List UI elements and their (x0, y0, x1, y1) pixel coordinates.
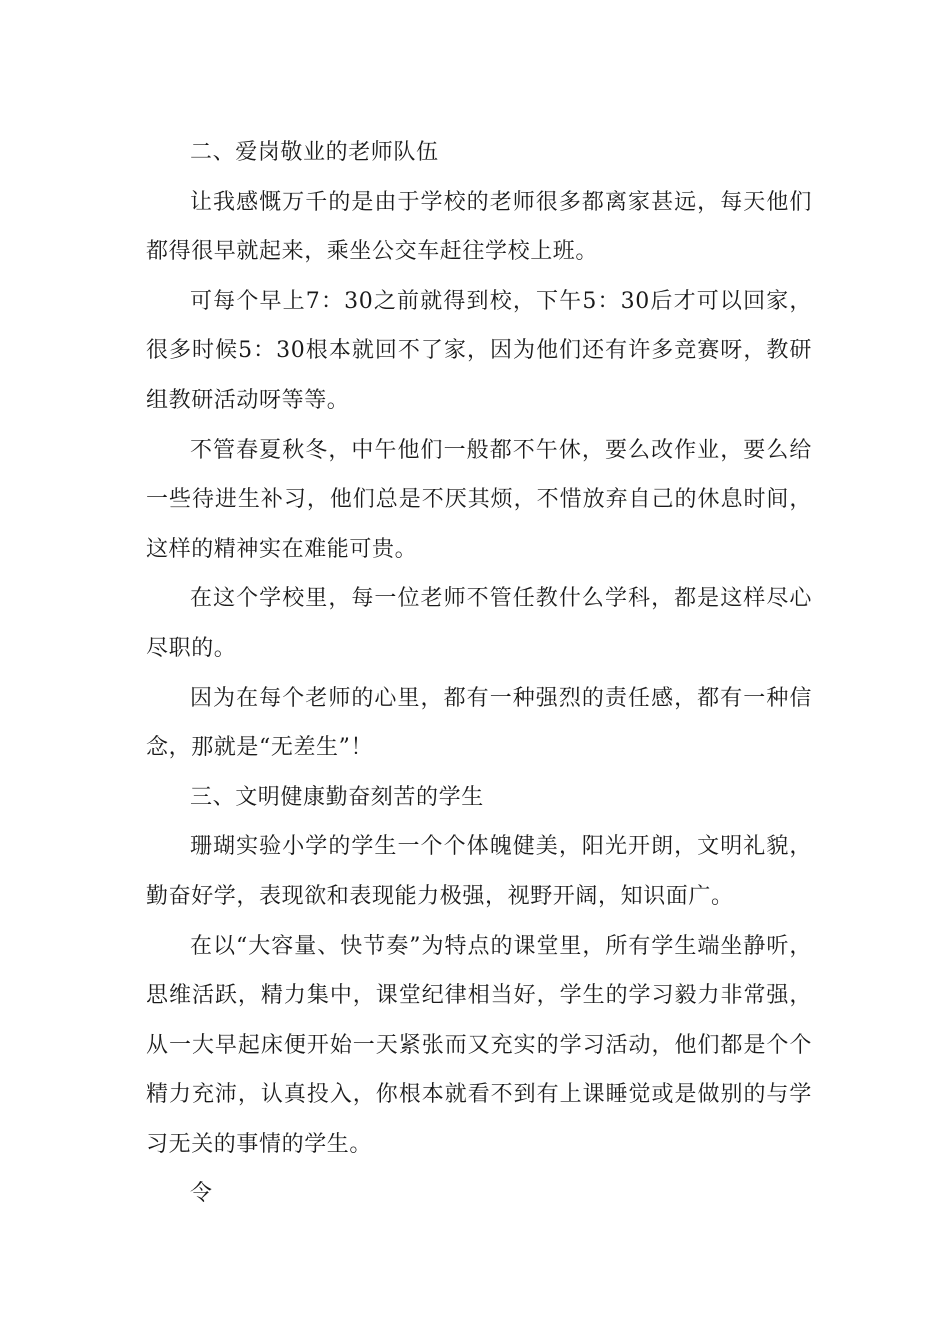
document-body (146, 128, 812, 1219)
paragraph: 因为在每个老师的心里，都有一种强烈的责任感，都有一种信念，那就是“无差生”！ (146, 685, 812, 761)
section-heading-teachers: 二、爱岗敬业的老师队伍 (190, 140, 439, 165)
paragraph: 可每个早上7：30之前就得到校，下午5：30后才可以回家，很多时候5：30根本就回不了家，因为他们还有许多竞赛呀，教研组教研活动呀等等。 (146, 288, 812, 413)
paragraph: 令 (190, 1181, 213, 1207)
paragraph: 不管春夏秋冬，中午他们一般都不午休，要么改作业，要么给一些待进生补习，他们总是不厌其烦，不惜放弃自己的休息时间，这样的精神实在难能可贵。 (146, 437, 812, 562)
paragraph: 在以“大容量、快节奏”为特点的课堂里，所有学生端坐静听，思维活跃，精力集中，课堂纪律相当好，学生的学习毅力非常强，从一大早起床便开始一天紧张而又充实的学习活动，他们都是个个精力充沛，认真投入，你根本就看不到有上课睡觉或是做别的与学习无关的事情的学生。 (146, 933, 812, 1157)
paragraph: 珊瑚实验小学的学生一个个体魄健美，阳光开朗，文明礼貌，勤奋好学，表现欲和表现能力极强，视野开阔，知识面广。 (146, 834, 812, 909)
paragraph: 在这个学校里，每一位老师不管任教什么学科，都是这样尽心尽职的。 (146, 586, 812, 661)
paragraph: 让我感慨万千的是由于学校的老师很多都离家甚远，每天他们都得很早就起来，乘坐公交车赶往学校上班。 (146, 189, 812, 265)
section-heading-students: 三、文明健康勤奋刻苦的学生 (190, 784, 484, 810)
